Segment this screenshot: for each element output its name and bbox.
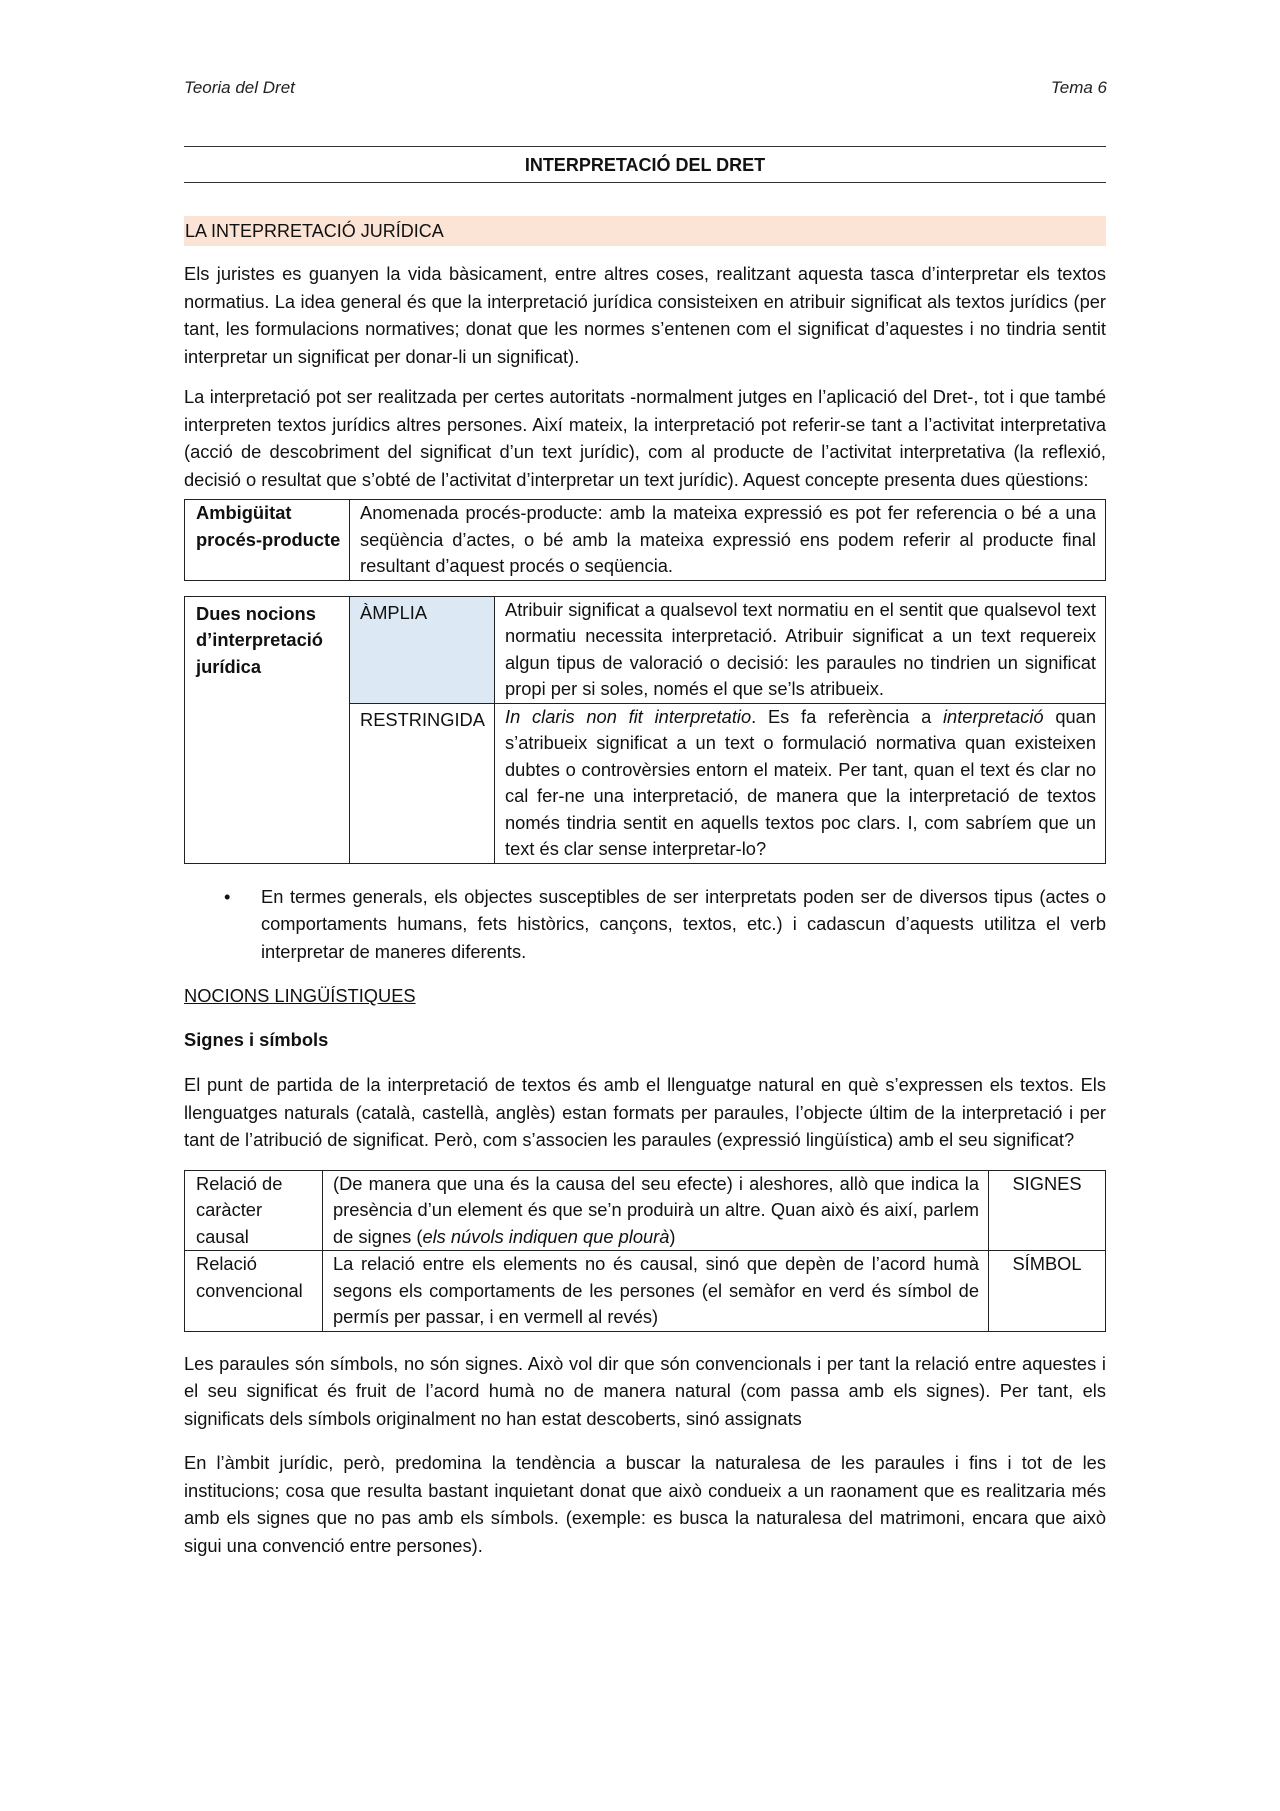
document-body [184,146,1106,1559]
paragraph-2: La interpretació pot ser realitzada per certes autoritats -normalment jutges en l’aplicació del Dret-, tot i que també interpreten textos jurídics altres persones. Així mateix, la interpretació pot referir-se tant a l’activitat interpretativa (acció de descobriment del significat d’un text jurídic), com al producte de l’activitat interpretativa (la reflexió, decisió o resultat que s’obté de l’activitat d’interpretar un text jurídic). Aquest concepte presenta dues qüestions: [184,386,1106,490]
table-kind-cell: SÍMBOL [989,1251,1106,1332]
table-row [185,1170,1106,1251]
causal-close: ) [669,1225,676,1247]
table-label-cell: Dues nocions d’interpretació jurídica [185,596,350,863]
causal-text: (De manera que una és la causa del seu efecte) i aleshores, allò que indica la presència d’un element és que se’n produirà un altre. Quan això és així, parlem de signes ( [333,1172,979,1247]
paragraph-4: Les paraules són símbols, no són signes. Això vol dir que són convencionals i per tant la relació entre aquestes i el seu significat és fruit de l’acord humà no de manera natural (com passa amb els signes). Per tant, els significats dels símbols originalment no han estat descoberts, sinó assignats [184,1352,1106,1429]
paragraph-5: En l’àmbit jurídic, però, predomina la tendència a buscar la naturalesa de les paraules i fins i tot de les institucions; cosa que resulta bastant inquietant donat que això condueix a un raonament que es realitzaria més amb els signes que no pas amb els símbols. (exemple: es busca la naturalesa del matrimoni, encara que això sigui una convenció entre persones). [184,1452,1106,1556]
bullet-icon: • [224,885,231,907]
subsubsection-heading: Signes i símbols [184,1028,329,1050]
table-label-cell: Ambigüitat procés-producte [185,500,350,581]
restringida-text-cell [495,703,1106,863]
table-text-cell: Anomenada procés-producte: amb la mateixa expressió es pot fer referencia o bé a una seqüència d’actes, o bé amb la mateixa expressió ens podem referir al producte final resultant d’aquest procés o seqüencia. [350,500,1106,581]
table-row [185,1251,1106,1332]
table-row [185,596,1106,703]
signs-symbols-table [184,1170,1106,1332]
causal-example: els núvols indiquen que plourà [422,1225,670,1247]
bullet-text: En termes generals, els objectes susceptibles de ser interpretats poden ser de diversos tipus (actes o comportaments humans, fets històrics, cançons, textos, etc.) i cadascun d’aquests utilitza el verb interpretar de maneres diferents. [261,885,1106,962]
table-label-cell: Relació de caràcter causal [185,1170,323,1251]
process-product-table [184,499,1106,581]
header-right: Tema 6 [1050,78,1107,97]
table-row [185,500,1106,581]
table-kind-cell: SIGNES [989,1170,1106,1251]
header-left: Teoria del Dret [184,78,295,97]
interpretation-notions-table [184,596,1106,864]
emphasis-word: interpretació [942,705,1044,727]
table-text-cell [323,1170,989,1251]
subsection-heading: NOCIONS LINGÜÍSTIQUES [184,985,416,1006]
paragraph-1: Els juristes es guanyen la vida bàsicament, entre altres coses, realitzant aquesta tasca d’interpretar els textos normatius. La idea general és que la interpretació jurídica consisteixen en atribuir significat als textos jurídics (per tant, les formulacions normatives; donat que les normes s’entenen com el significat d’aquestes i no tindria sentit interpretar un significat per donar-li un significat). [184,263,1106,367]
restringida-text-b: quan s’atribueix significat a un text o formulació normativa quan existeixen dubtes o controvèrsies entorn el mateix. Per tant, quan el text és clar no cal fer-ne una interpretació, de manera que la interpretació de textos només tindria sentit en aquells textos poc clars. I, com sabríem que un text és clar sense interpretar-lo? [505,705,1097,859]
latin-maxim: In claris non fit interpretatio [505,705,752,727]
ampla-text-cell: Atribuir significat a qualsevol text normatiu en el sentit que qualsevol text normatiu necessita interpretació. Atribuir significat a un text requereix algun tipus de valoració o decisió: les paraules no tindrien un significat propi per si soles, només el que se’ls atribueix. [495,596,1106,703]
ampla-label-cell: ÀMPLIA [350,596,495,703]
paragraph-3: El punt de partida de la interpretació de textos és amb el llenguatge natural en què s’expressen els textos. Els llenguatges naturals (català, castellà, anglès) estan formats per paraules, l’objecte últim de la interpretació i per tant de l’atribució de significat. Però, com s’associen les paraules (expressió lingüística) amb el seu significat? [184,1074,1106,1150]
section-heading: LA INTEPRRETACIÓ JURÍDICA [184,216,1106,246]
restringida-text-a: . Es fa referència a [751,705,943,727]
bullet-item [184,883,1106,966]
document-title: INTERPRETACIÓ DEL DRET [184,146,1106,183]
restringida-label-cell: RESTRINGIDA [350,703,495,863]
table-label-cell: Relació convencional [185,1251,323,1332]
table-text-cell: La relació entre els elements no és causal, sinó que depèn de l’acord humà segons els comportaments de les persones (el semàfor en verd és símbol de permís per passar, i en vermell al revés) [323,1251,989,1332]
